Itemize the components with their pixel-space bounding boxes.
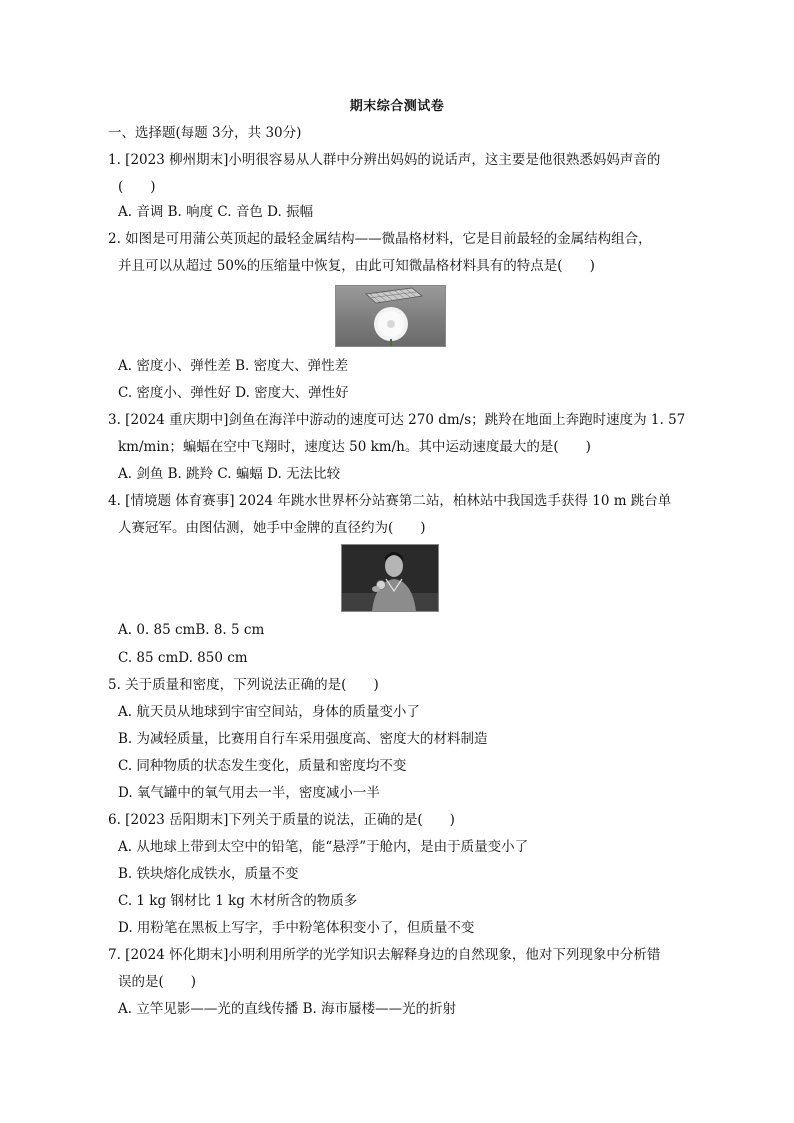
- question-3-options: A. 剑鱼 B. 跳羚 C. 蝙蝠 D. 无法比较: [118, 466, 341, 482]
- page-title: 期末综合测试卷: [349, 99, 445, 114]
- question-5-option-d: D. 氧气罐中的氧气用去一半，密度减小一半: [118, 785, 380, 801]
- question-3-stem: 3. [2024 重庆期中]剑鱼在海洋中游动的速度可达 270 dm/s；跳羚在地面上奔跑时速度为 1. 57: [108, 412, 686, 428]
- question-2-stem: 2. 如图是可用蒲公英顶起的最轻金属结构——微晶格材料，它是目前最轻的金属结构组合，: [108, 231, 652, 247]
- question-6-stem: 6. [2023 岳阳期末]下列关于质量的说法，正确的是( ): [108, 812, 455, 828]
- question-1-blank: ( ): [118, 179, 156, 195]
- diver-gold-medal-photo: [341, 544, 439, 612]
- question-4-stem: 4. [情境题 体育赛事] 2024 年跳水世界杯分站赛第二站，柏林站中我国选手获得 10 m 跳台单: [108, 493, 672, 509]
- section-heading: 一、选择题(每题 3分，共 30分): [108, 125, 302, 141]
- question-2-options-ab: A. 密度小、弹性差 B. 密度大、弹性差: [118, 358, 349, 374]
- question-5-option-a: A. 航天员从地球到宇宙空间站，身体的质量变小了: [118, 704, 420, 720]
- diver-gold-medal-drawing: [342, 545, 438, 611]
- question-7-stem: 7. [2024 怀化期末]小明利用所学的光学知识去解释身边的自然现象，他对下列现象中分析错: [108, 947, 661, 963]
- question-1-options: A. 音调 B. 响度 C. 音色 D. 振幅: [118, 204, 314, 220]
- question-7-stem-cont: 误的是( ): [118, 974, 197, 990]
- question-1-stem: 1. [2023 柳州期末]小明很容易从人群中分辨出妈妈的说话声，这主要是他很熟悉妈妈声音的: [108, 152, 661, 168]
- question-4-options-ab: A. 0. 85 cmB. 8. 5 cm: [118, 622, 265, 638]
- question-4-options-cd: C. 85 cmD. 850 cm: [118, 650, 248, 666]
- question-2-options-cd: C. 密度小、弹性好 D. 密度大、弹性好: [118, 385, 349, 401]
- question-5-option-c: C. 同种物质的状态发生变化，质量和密度均不变: [118, 758, 407, 774]
- question-3-stem-cont: km/min；蝙蝠在空中飞翔时，速度达 50 km/h。其中运动速度最大的是( ): [118, 439, 591, 455]
- question-6-option-a: A. 从地球上带到太空中的铅笔，能“悬浮”于舱内，是由于质量变小了: [118, 839, 529, 855]
- question-6-option-c: C. 1 kg 钢材比 1 kg 木材所含的物质多: [118, 893, 358, 909]
- question-6-option-d: D. 用粉笔在黑板上写字，手中粉笔体积变小了，但质量不变: [118, 920, 475, 936]
- question-4-stem-cont: 人赛冠军。由图估测，她手中金牌的直径约为( ): [118, 520, 426, 536]
- dandelion-microlattice-drawing: [336, 286, 445, 346]
- question-5-option-b: B. 为减轻质量，比赛用自行车采用强度高、密度大的材料制造: [118, 731, 488, 747]
- question-5-stem: 5. 关于质量和密度，下列说法正确的是( ): [108, 677, 379, 693]
- question-6-option-b: B. 铁块熔化成铁水，质量不变: [118, 866, 299, 882]
- question-7-options-ab: A. 立竿见影——光的直线传播 B. 海市蜃楼——光的折射: [118, 1001, 457, 1017]
- dandelion-microlattice-image: [335, 285, 446, 347]
- question-2-stem-cont: 并且可以从超过 50%的压缩量中恢复，由此可知微晶格材料具有的特点是( ): [118, 258, 595, 274]
